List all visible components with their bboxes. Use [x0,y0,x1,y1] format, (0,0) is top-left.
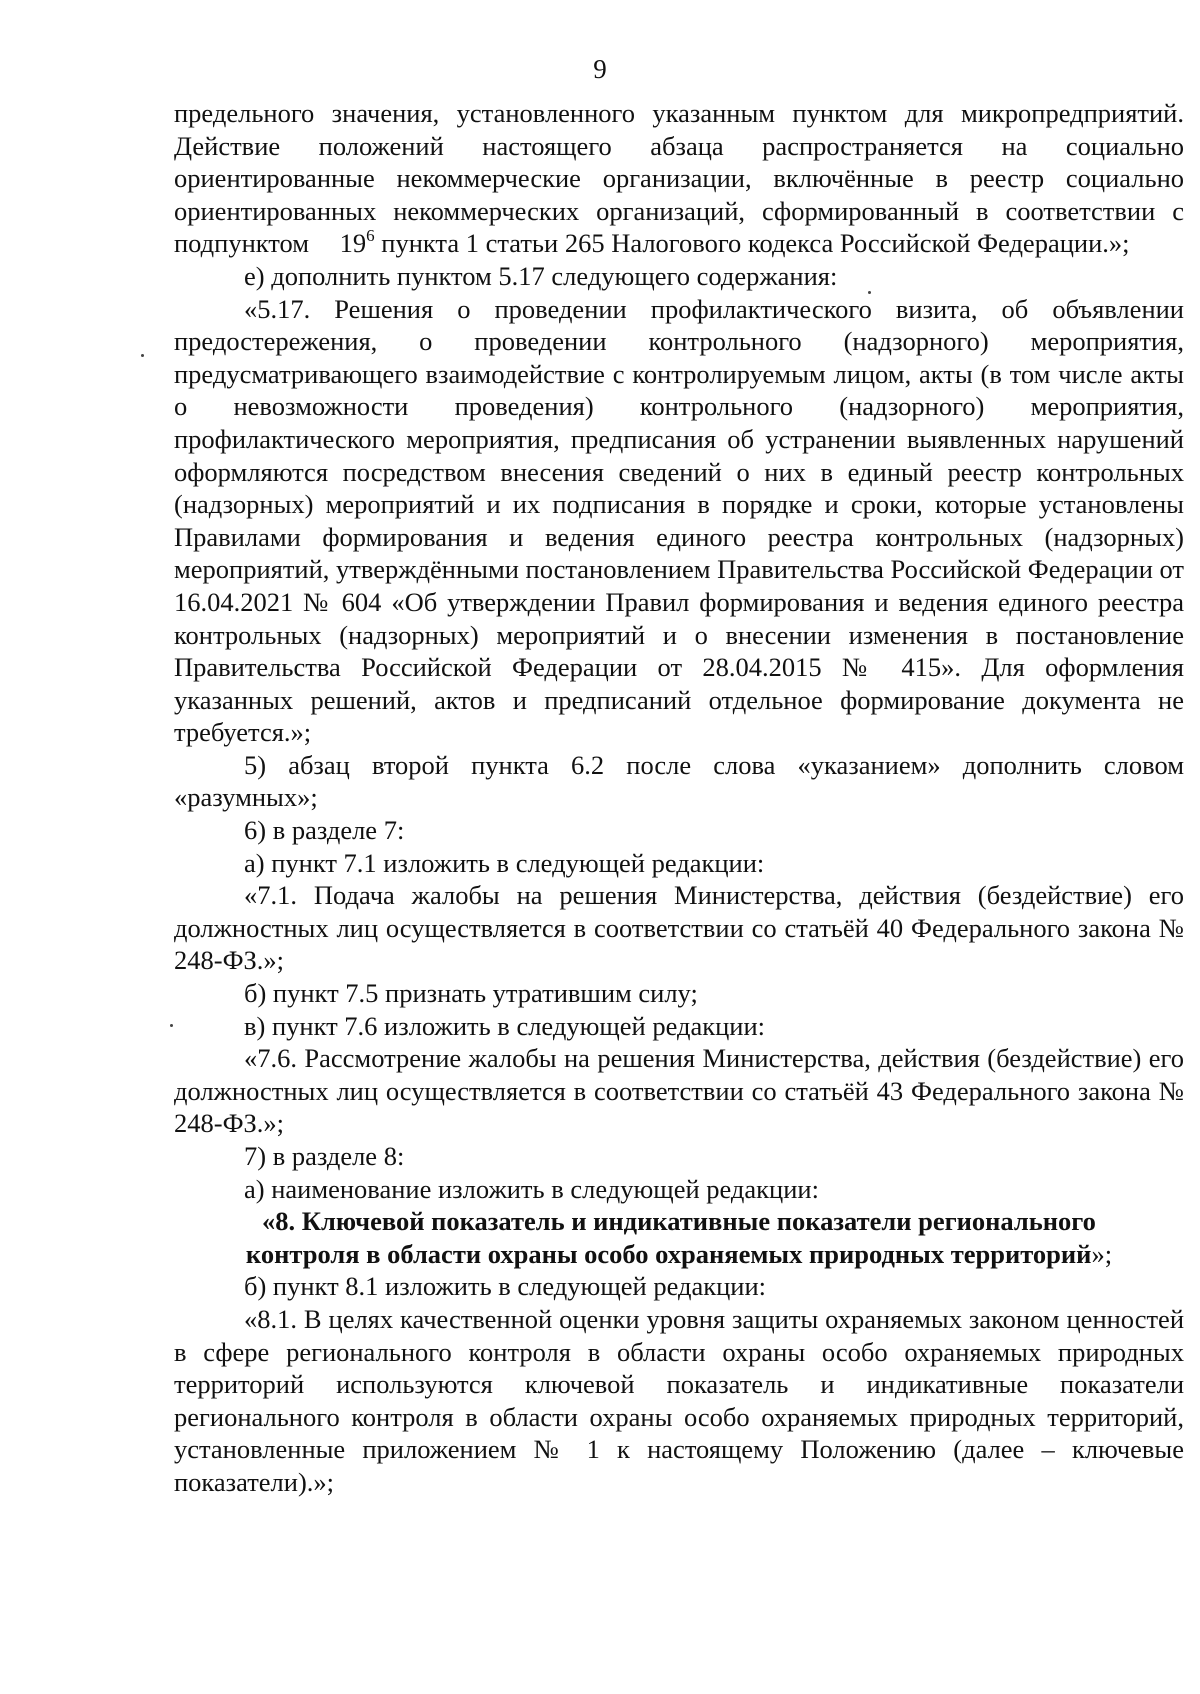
amendment-item-e: е) дополнить пунктом 5.17 следующего содержания: [244,260,838,291]
amendment-item-7b: б) пункт 8.1 изложить в следующей редакции: [244,1271,767,1302]
clause-8-1-text: «8.1. В целях качественной оценки уровня защиты охраняемых законом ценностей в сфере регионального контроля в области охраны особо охраняемых природных территорий используются ключевой показатель и индикативные показатели регионального контроля в области охраны особо охраняемых природных территорий, установленные приложением № 1 к настоящему Положению (далее – ключевые показатели).»; [174,1303,1184,1497]
scan-speck [141,354,144,357]
subparagraph-reference-superscript: 6 [366,226,375,246]
amendment-item-7a: а) наименование изложить в следующей редакции: [244,1173,819,1204]
amendment-item-5: 5) абзац второй пункта 6.2 после слова «указанием» дополнить словом «разумных»; [174,749,1184,813]
page-number: 9 [593,54,607,84]
amendment-item-7: 7) в разделе 8: [244,1141,405,1171]
scan-speck [868,291,871,294]
scan-speck [170,1024,173,1027]
amendment-item-6b: б) пункт 7.5 признать утратившим силу; [244,978,698,1009]
paragraph-text: предельного значения, установленного указанным пунктом для микропредприятий. Действие положений настоящего абзаца распространяется на социально ориентированные некоммерческие организации, включённые в реестр социально ориентированных некоммерческих организаций, сформированный в соответствии с подпунктом [174,98,1184,259]
clause-7-6-text: «7.6. Рассмотрение жалобы на решения Министерства, действия (бездействие) его должностных лиц осуществляется в соответствии со статьёй 43 Федерального закона № 248-ФЗ.»; [174,1043,1184,1139]
section-8-heading-line-2: контроля в области охраны особо охраняемых природных территорий [245,1238,1092,1269]
section-8-heading-closing: »; [1091,1238,1113,1269]
amendment-item-6a: а) пункт 7.1 изложить в следующей редакции: [244,847,765,878]
amendment-item-6v: в) пункт 7.6 изложить в следующей редакции: [244,1010,766,1041]
document-body [174,97,1184,1499]
amendment-item-6: 6) в разделе 7: [244,815,405,846]
subparagraph-reference-number: 19 [339,228,367,259]
paragraph-continuation [174,97,1184,260]
section-8-heading-line-1: «8. Ключевой показатель и индикативные показатели регионального [262,1206,1096,1237]
paragraph-text-end: пункта 1 статьи 265 Налогового кодекса Российской Федерации.»; [381,228,1130,259]
section-8-heading [174,1205,1184,1270]
clause-7-1-text: «7.1. Подача жалобы на решения Министерства, действия (бездействие) его должностных лиц осуществляется в соответствии со статьёй 40 Федерального закона № 248-ФЗ.»; [174,880,1184,976]
clause-5-17-text: «5.17. Решения о проведении профилактического визита, об объявлении предостережения, о проведении контрольного (надзорного) мероприятия, предусматривающего взаимодействие с контролируемым лицом, акты (в том числе акты о невозможности проведения) контрольного (надзорного) мероприятия, профилактического мероприятия, предписания об устранении выявленных нарушений оформляются посредством внесения сведений о них в единый реестр контрольных (надзорных) мероприятий и их подписания в порядке и сроки, которые установлены Правилами формирования и ведения единого реестра контрольных (надзорных) мероприятий, утверждёнными постановлением Правительства Российской Федерации от 16.04.2021 № 604 «Об утверждении Правил формирования и ведения единого реестра контрольных (надзорных) мероприятий и о внесении изменения в постановление Правительства Российской Федерации от 28.04.2015 № 415». Для оформления указанных решений, актов и предписаний отдельное формирование документа не требуется.»; [174,293,1185,748]
